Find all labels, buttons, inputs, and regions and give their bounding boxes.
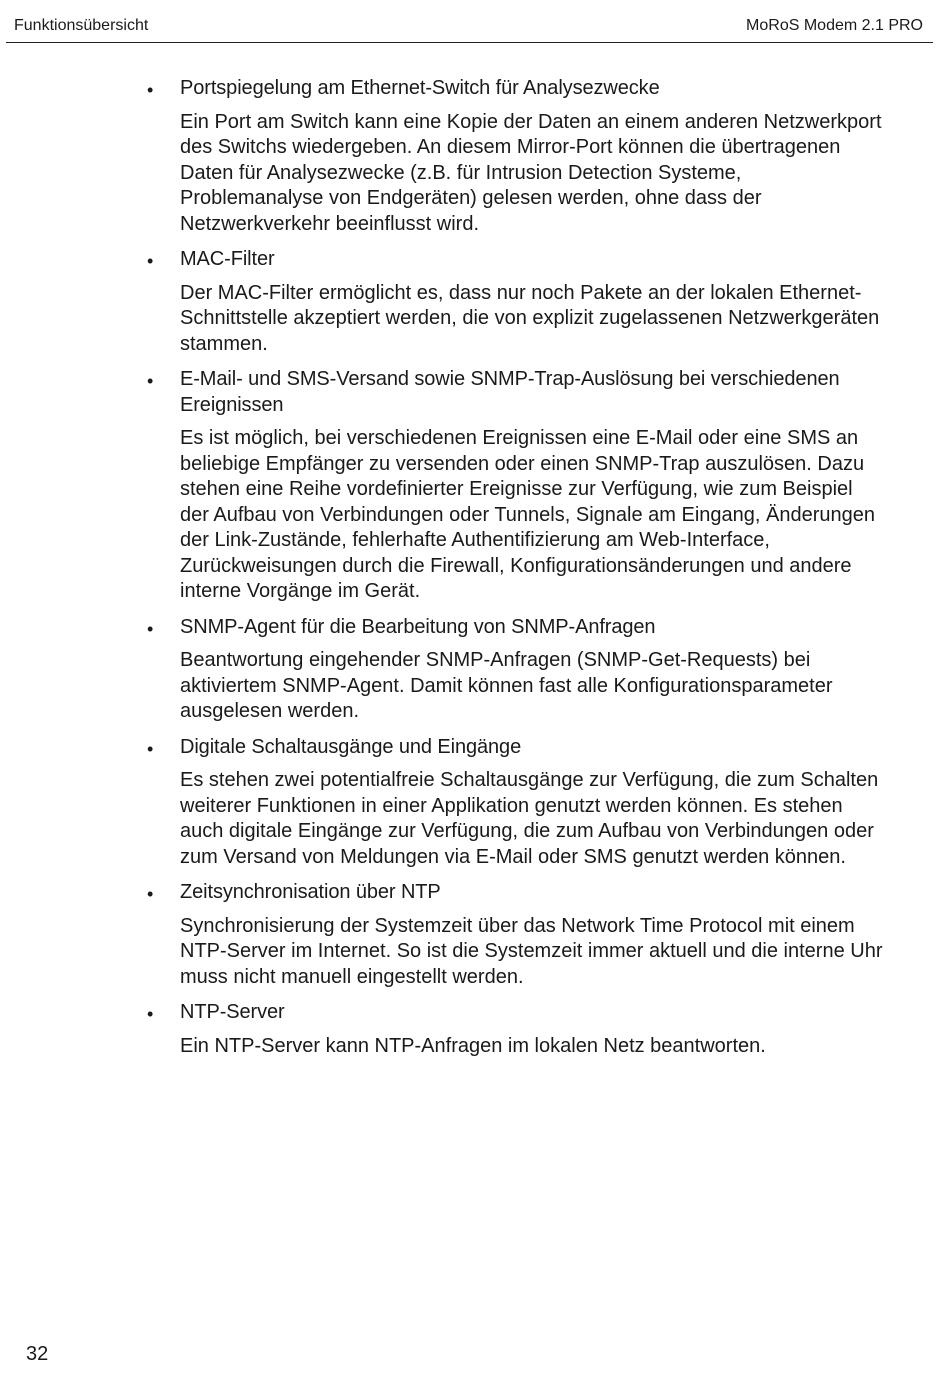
document-title: MoRoS Modem 2.1 PRO <box>746 17 923 34</box>
page-header <box>6 14 933 43</box>
bullet-icon: • <box>147 251 154 271</box>
feature-description: Synchronisierung der Systemzeit über das Network Time Protocol mit einem NTP-Server im Internet. So ist die Systemzeit immer aktuell und die interne Uhr muss nicht manuell eingestellt werden. <box>180 914 883 988</box>
page-number: 32 <box>26 1343 49 1365</box>
feature-description: Ein Port am Switch kann eine Kopie der Daten an einem anderen Netzwerkport des Switchs wiedergeben. An diesem Mirror-Port können die übertragenen Daten für Analysezwecke (z.B. für Intrusion Detection Systeme, Problemanalyse von Endgeräten) gelesen werden, ohne dass der Netzwerkverkehr beeinflusst wird. <box>180 110 882 235</box>
feature-description: Es ist möglich, bei verschiedenen Ereignissen eine E-Mail oder eine SMS an beliebige Empfänger zu versenden oder einen SNMP-Trap auszulösen. Dazu stehen eine Reihe vordefinierter Ereignisse zur Verfügung, wie zum Beispiel der Aufbau von Verbindungen oder Tunnels, Signale am Eingang, Änderungen der Link-Zustände, fehlerhafte Authentifizierung am Web-Interface, Zurückweisungen durch die Firewall, Konfigurationsänderungen und andere interne Vorgänge im Gerät. <box>180 427 875 602</box>
feature-item-snmp-agent <box>145 615 885 725</box>
feature-title: SNMP-Agent für die Bearbeitung von SNMP-Anfragen <box>180 615 656 638</box>
feature-title: Portspiegelung am Ethernet-Switch für Analysezwecke <box>180 77 660 99</box>
feature-title: E-Mail- und SMS-Versand sowie SNMP-Trap-Auslösung bei verschiedenen Ereignissen <box>180 368 840 416</box>
feature-description: Ein NTP-Server kann NTP-Anfragen im lokalen Netz beantworten. <box>180 1034 766 1057</box>
feature-item-email-sms <box>145 367 885 605</box>
feature-description: Es stehen zwei potentialfreie Schaltausgänge zur Verfügung, die zum Schalten weiterer Funktionen in einer Applikation genutzt werden können. Es stehen auch digitale Eingänge zur Verfügung, die zum Aufbau von Verbindungen oder zum Versand von Meldungen via E-Mail oder SMS genutzt werden können. <box>180 769 879 868</box>
bullet-icon: • <box>147 371 154 391</box>
bullet-icon: • <box>147 80 154 100</box>
section-title: Funktionsübersicht <box>14 17 149 34</box>
feature-item-mac-filter <box>145 247 885 357</box>
feature-list <box>145 76 885 1069</box>
feature-title: MAC-Filter <box>180 248 275 270</box>
bullet-icon: • <box>147 884 154 904</box>
feature-item-ntp-sync <box>145 880 885 990</box>
feature-title: Zeitsynchronisation über NTP <box>180 881 441 903</box>
feature-title: NTP-Server <box>180 1001 285 1023</box>
bullet-icon: • <box>147 1004 154 1024</box>
feature-title: Digitale Schaltausgänge und Eingänge <box>180 735 522 758</box>
bullet-icon: • <box>147 618 154 639</box>
feature-description: Beantwortung eingehender SNMP-Anfragen (SNMP-Get-Requests) bei aktiviertem SNMP-Agent. Damit können fast alle Konfigurationsparameter ausgelesen werden. <box>180 649 833 722</box>
feature-item-port-mirroring <box>145 76 885 237</box>
feature-item-ntp-server <box>145 1000 885 1059</box>
bullet-icon: • <box>147 738 154 759</box>
feature-item-digital-io <box>145 735 885 871</box>
feature-description: Der MAC-Filter ermöglicht es, dass nur noch Pakete an der lokalen Ethernet-Schnittstelle akzeptiert werden, die von explizit zugelassenen Netzwerkgeräten stammen. <box>180 281 880 355</box>
